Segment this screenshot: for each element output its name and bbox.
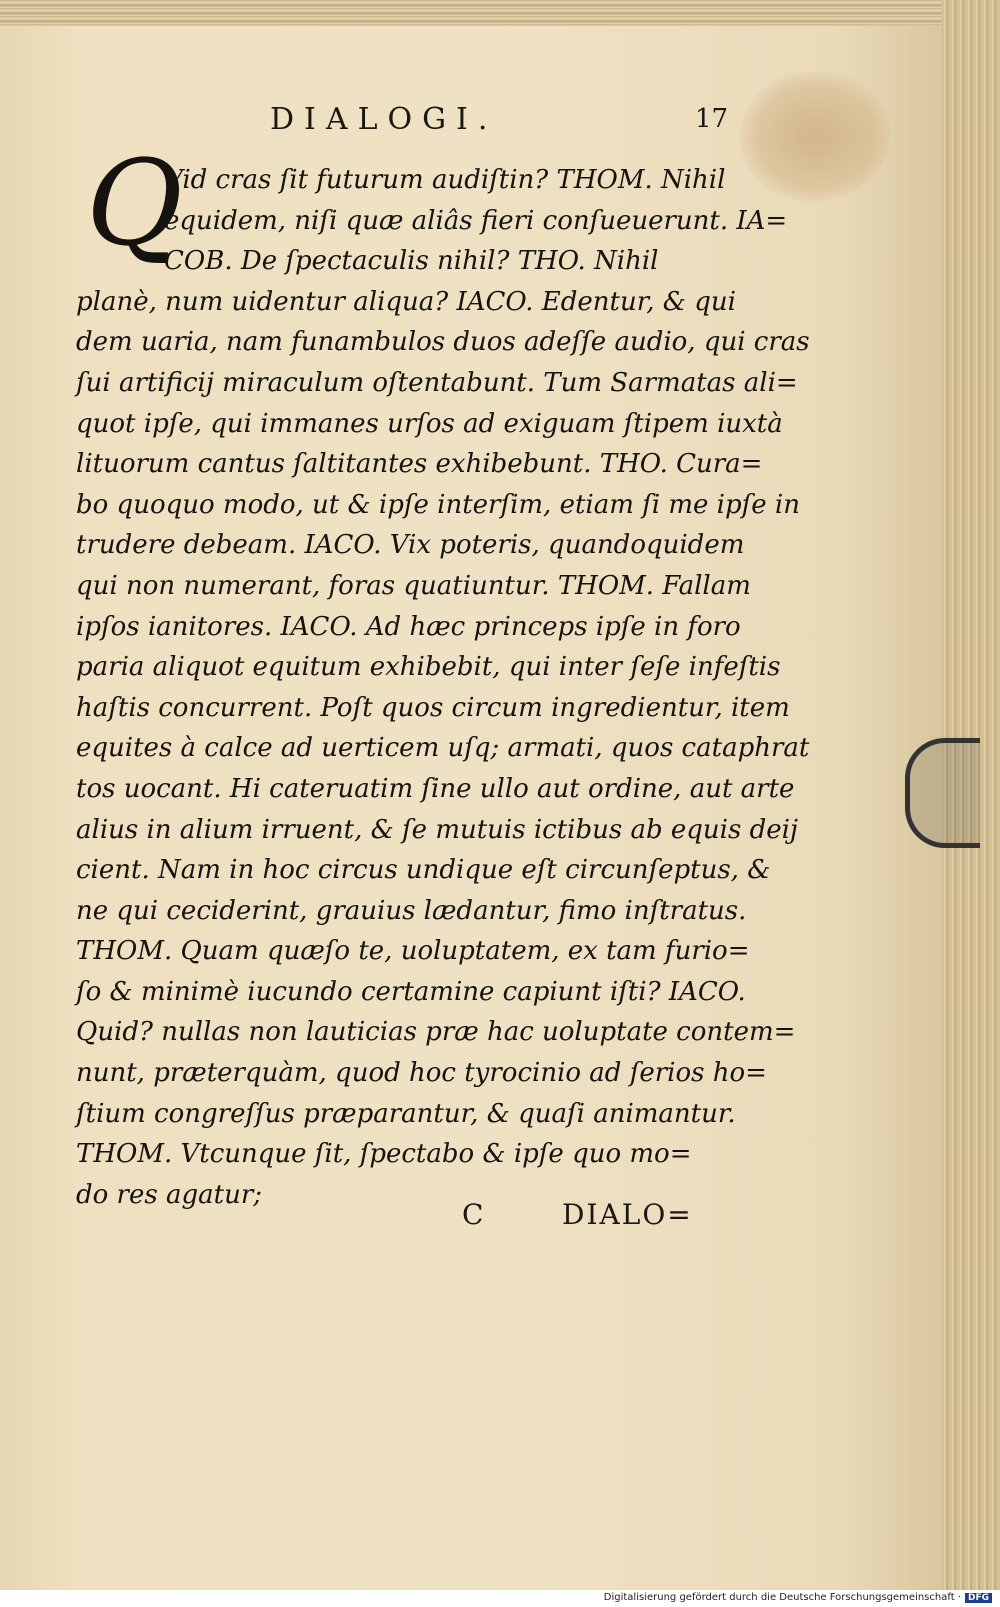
dfg-logo: DFG: [965, 1593, 992, 1603]
credit-text: Digitalisierung gefördert durch die Deutsche Forschungsgemeinschaft ·: [603, 1592, 961, 1603]
text-line: ſui artificij miraculum oſtentabunt. Tum Sarmatas ali=: [76, 367, 798, 398]
text-line: qui non numerant, foras quatiuntur. THOM. Fallam: [76, 570, 751, 601]
text-line: lituorum cantus ſaltitantes exhibebunt. THO. Cura=: [76, 449, 763, 480]
signature-mark: C: [462, 1198, 484, 1231]
text-line: ne qui ceciderint, grauius lædantur, fimo inſtratus.: [76, 895, 747, 926]
text-line: planè, num uidentur aliqua? IACO. Edentur, & qui: [76, 286, 736, 317]
catchword: DIALO=: [562, 1198, 693, 1231]
text-line: do res agatur;: [76, 1179, 263, 1210]
text-line: equites à calce ad uerticem uſq; armati, quos cataphrat: [76, 733, 810, 764]
page-clip: [905, 738, 980, 848]
text-line: haſtis concurrent. Poſt quos circum ingredientur, item: [76, 692, 790, 723]
text-line: Quid? nullas non lauticias præ hac uoluptate contem=: [76, 1017, 796, 1048]
text-line: ſtium congreſſus præparantur, & quaſi animantur.: [76, 1098, 736, 1129]
text-line: tos uocant. Hi cateruatim ſine ullo aut ordine, aut arte: [76, 773, 795, 804]
text-line: ſo & minimè iucundo certamine capiunt iſti? IACO.: [76, 976, 746, 1007]
text-line: COB. De ſpectaculis nihil? THO. Nihil: [164, 246, 659, 277]
digitization-credit: [604, 1592, 992, 1603]
text-line: cient. Nam in hoc circus undique eſt circunſeptus, &: [76, 855, 771, 886]
text-line: Vid cras ſit futurum audiſtin? THOM. Nihil: [164, 165, 726, 195]
page-number: 17: [695, 104, 729, 134]
text-line: bo quoquo modo, ut & ipſe interſim, etiam ſi me ipſe in: [76, 489, 800, 520]
text-line: THOM. Quam quæſo te, uoluptatem, ex tam furio=: [76, 936, 750, 967]
text-line: quot ipſe, qui immanes urſos ad exiguam ſtipem iuxtà: [76, 408, 783, 439]
text-line: ipſos ianitores. IACO. Ad hæc princeps ipſe in foro: [76, 611, 741, 642]
text-line: alius in alium irruent, & ſe mutuis ictibus ab equis deij: [76, 814, 798, 845]
running-title: DIALOGI.: [270, 102, 498, 137]
body-text: [76, 160, 810, 1215]
top-page-edges: [0, 0, 950, 26]
drop-cap: Q: [86, 134, 183, 272]
text-line: paria aliquot equitum exhibebit, qui inter ſeſe infeſtis: [76, 652, 781, 683]
text-line: THOM. Vtcunque ſit, ſpectabo & ipſe quo mo=: [76, 1139, 692, 1170]
text-line: trudere debeam. IACO. Vix poteris, quandoquidem: [76, 530, 745, 561]
text-line: nunt, præterquàm, quod hoc tyrocinio ad ſerios ho=: [76, 1058, 767, 1089]
page-foot: [462, 1198, 722, 1238]
text-line: equidem, niſi quæ aliâs fieri conſueuerunt. IA=: [164, 205, 788, 236]
text-line: dem uaria, nam funambulos duos adeſſe audio, qui cras: [76, 327, 810, 358]
running-head: [270, 102, 730, 142]
